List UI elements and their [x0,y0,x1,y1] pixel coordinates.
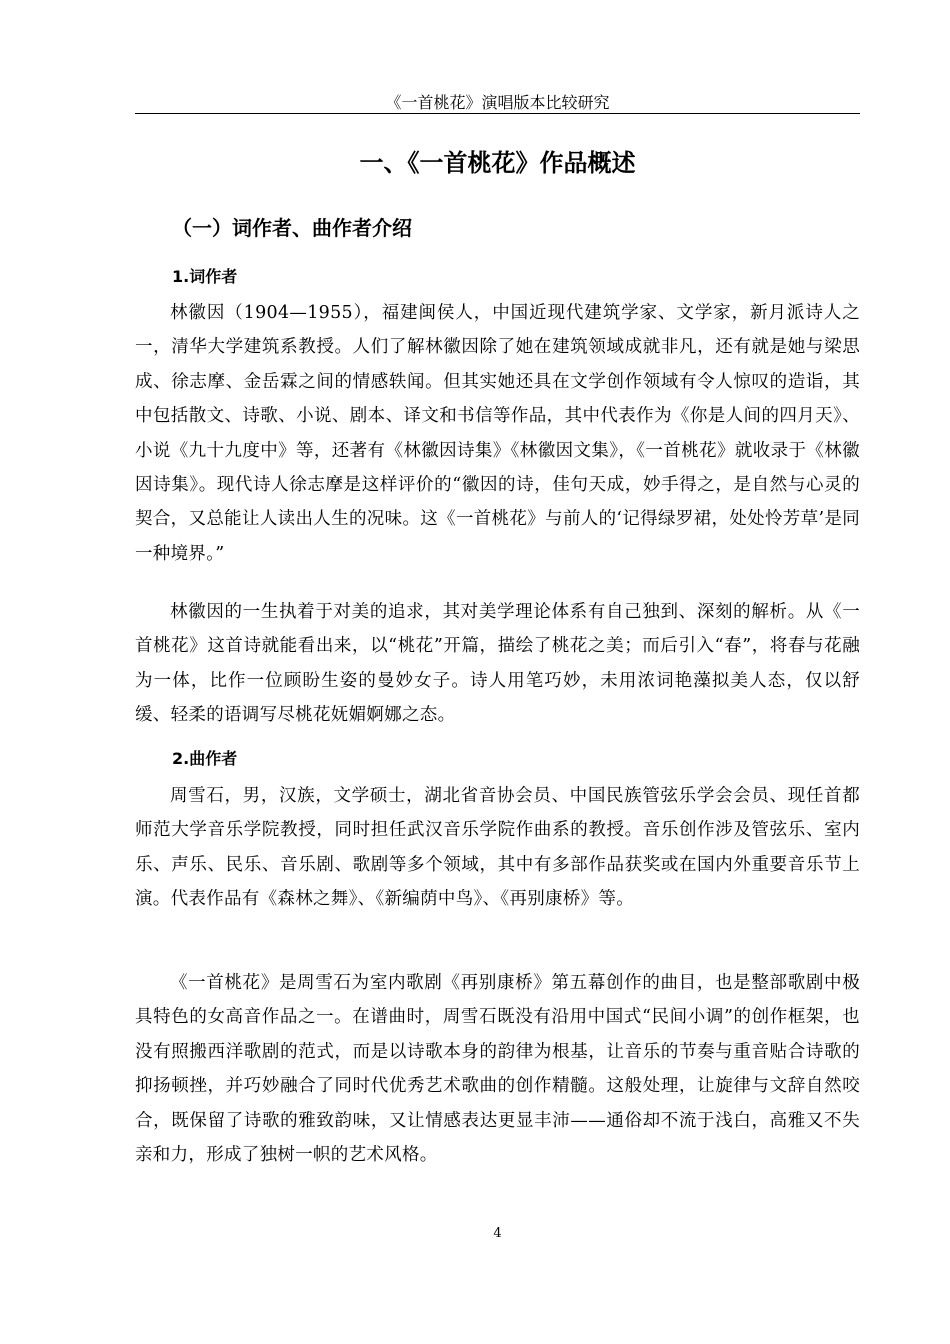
page-number: 4 [493,1226,502,1241]
subsection-heading-lyricist: 1.词作者 [172,267,238,286]
section-title: （一）词作者、曲作者介绍 [172,216,412,240]
paragraph-work-description: 《一首桃花》是周雪石为室内歌剧《再别康桥》第五幕创作的曲目，也是整部歌剧中极具特色的女高音作品之一。在谱曲时，周雪石既没有沿用中国式“民间小调”的创作框架，也没有照搬西洋歌剧的范式，而是以诗歌本身的韵律为根基，让音乐的节奏与重音贴合诗歌的抑扬顿挫，并巧妙融合了同时代优秀艺术歌曲的创作精髓。这般处理，让旋律与文辞自然咬合，既保留了诗歌的雅致韵味，又让情感表达更显丰沛——通俗却不流于浅白，高雅又不失亲和力，形成了独树一帜的艺术风格。 [135,973,860,1166]
header-rule [135,113,860,114]
chapter-title: 一、《一首桃花》作品概述 [359,149,636,177]
running-header: 《一首桃花》演唱版本比较研究 [385,93,610,112]
paragraph-composer-bio: 周雪石，男，汉族，文学硕士，湖北省音协会员、中国民族管弦乐学会会员、现任首都师范大学音乐学院教授，同时担任武汉音乐学院作曲系的教授。音乐创作涉及管弦乐、室内乐、声乐、民乐、音乐剧、歌剧等多个领域，其中有多部作品获奖或在国内外重要音乐节上演。代表作品有《森林之舞》、《新编荫中鸟》、《再别康桥》等。 [135,786,860,910]
subsection-heading-composer: 2.曲作者 [172,749,238,768]
paragraph-lyricist-bio: 林徽因（1904—1955），福建闽侯人，中国近现代建筑学家、文学家，新月派诗人之一，清华大学建筑系教授。人们了解林徽因除了她在建筑领域成就非凡，还有就是她与梁思成、徐志摩、金岳霖之间的情感轶闻。但其实她还具在文学创作领域有令人惊叹的造诣，其中包括散文、诗歌、小说、剧本、译文和书信等作品，其中代表作为《你是人间的四月天》、小说《九十九度中》等，还著有《林徽因诗集》《林徽因文集》，《一首桃花》就收录于《林徽因诗集》。现代诗人徐志摩是这样评价的“徽因的诗，佳句天成，妙手得之，是自然与心灵的契合，又总能让人读出人生的况味。这《一首桃花》与前人的‘记得绿罗裙，处处怜芳草’是同一种境界。” [135,303,860,564]
paragraph-lyricist-aesthetics: 林徽因的一生执着于对美的追求，其对美学理论体系有自己独到、深刻的解析。从《一首桃花》这首诗就能看出来，以“桃花”开篇，描绘了桃花之美；而后引入“春”，将春与花融为一体，比作一位顾盼生姿的曼妙女子。诗人用笔巧妙，未用浓词艳藻拟美人态，仅以舒缓、轻柔的语调写尽桃花妩媚婀娜之态。 [135,602,860,726]
